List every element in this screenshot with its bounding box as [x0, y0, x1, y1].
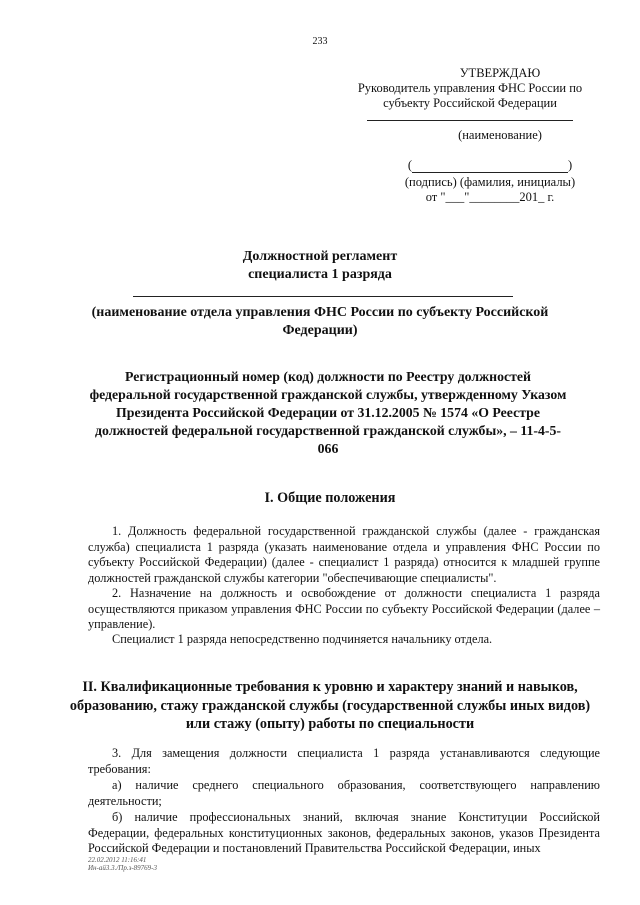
signature-rule	[412, 160, 568, 173]
section1-paragraph-3: Специалист 1 разряда непосредственно подчиняется начальнику отдела.	[112, 632, 493, 646]
approval-date: от "___"________201_ г.	[425, 190, 555, 204]
section2-paragraph-3: б) наличие профессиональных знаний, включая знание Конституции Российской Федерации, федеральных конституционных законов, федеральных законов, указов Президента Российской Федерации и постановлений Правительства Российской Федерации, иных	[88, 810, 600, 855]
section1-paragraph-2: 2. Назначение на должность и освобождение от должности специалиста 1 разряда осуществляются приказом управления ФНС России по субъекту Российской Федерации (далее – управление).	[88, 586, 600, 631]
section1-paragraph-1: 1. Должность федеральной государственной гражданской службы (далее - гражданская служба) специалиста 1 разряда (указать наименование отдела и управления ФНС России по субъекту Российской Федерации) (далее - специалист 1 разряда) относится к младшей группе должностей гражданской службы категории "обеспечивающие специалисты".	[88, 524, 600, 585]
footer-code: Ин-ай3.3./Пр.з-89769-3	[88, 864, 158, 872]
footer-timestamp: 22.02.2012 11:16:41	[88, 856, 147, 864]
dept-rule	[133, 296, 513, 297]
signature-caption: (подпись) (фамилия, инициалы)	[404, 175, 576, 189]
section2-paragraph-2: а) наличие среднего специального образования, соответствующего направлению деятельности;	[88, 778, 600, 808]
section2-heading: II. Квалификационные требования к уровню и характеру знаний и навыков, образованию, стажу гражданской службы (государственной службы иных видов) или стажу (опыту) работы по специальности	[69, 679, 591, 732]
registry-number: Регистрационный номер (код) должности по Реестру должностей федеральной государственной гражданской службы, утвержденному Указом Президента Российской Федерации от 31.12.2005 № 1574 «О Реестре должностей федеральной государственной гражданской службы», – 11-4-5-066	[89, 369, 567, 456]
approver-title-line1: Руководитель управления ФНС России по	[357, 81, 583, 95]
section2-paragraph-1: 3. Для замещения должности специалиста 1 разряда устанавливаются следующие требования:	[88, 746, 600, 776]
approval-name-rule	[330, 120, 610, 121]
approval-block	[330, 66, 610, 111]
approve-label: УТВЕРЖДАЮ	[459, 66, 541, 80]
name-caption: (наименование)	[458, 128, 542, 142]
footer-stamp	[88, 856, 157, 872]
dept-caption: (наименование отдела управления ФНС России по субъекту Российской Федерации)	[91, 305, 549, 338]
approver-title-line2: субъекту Российской Федерации	[383, 96, 557, 110]
document-title	[60, 248, 580, 284]
title-line1: Должностной регламент	[242, 249, 398, 264]
sign-close-paren: )	[568, 158, 573, 172]
section1-heading: I. Общие положения	[264, 490, 396, 506]
title-line2: специалиста 1 разряда	[248, 267, 392, 282]
page-number: 233	[312, 36, 328, 47]
sign-open-paren: (	[407, 158, 412, 172]
signature-line	[330, 158, 610, 173]
